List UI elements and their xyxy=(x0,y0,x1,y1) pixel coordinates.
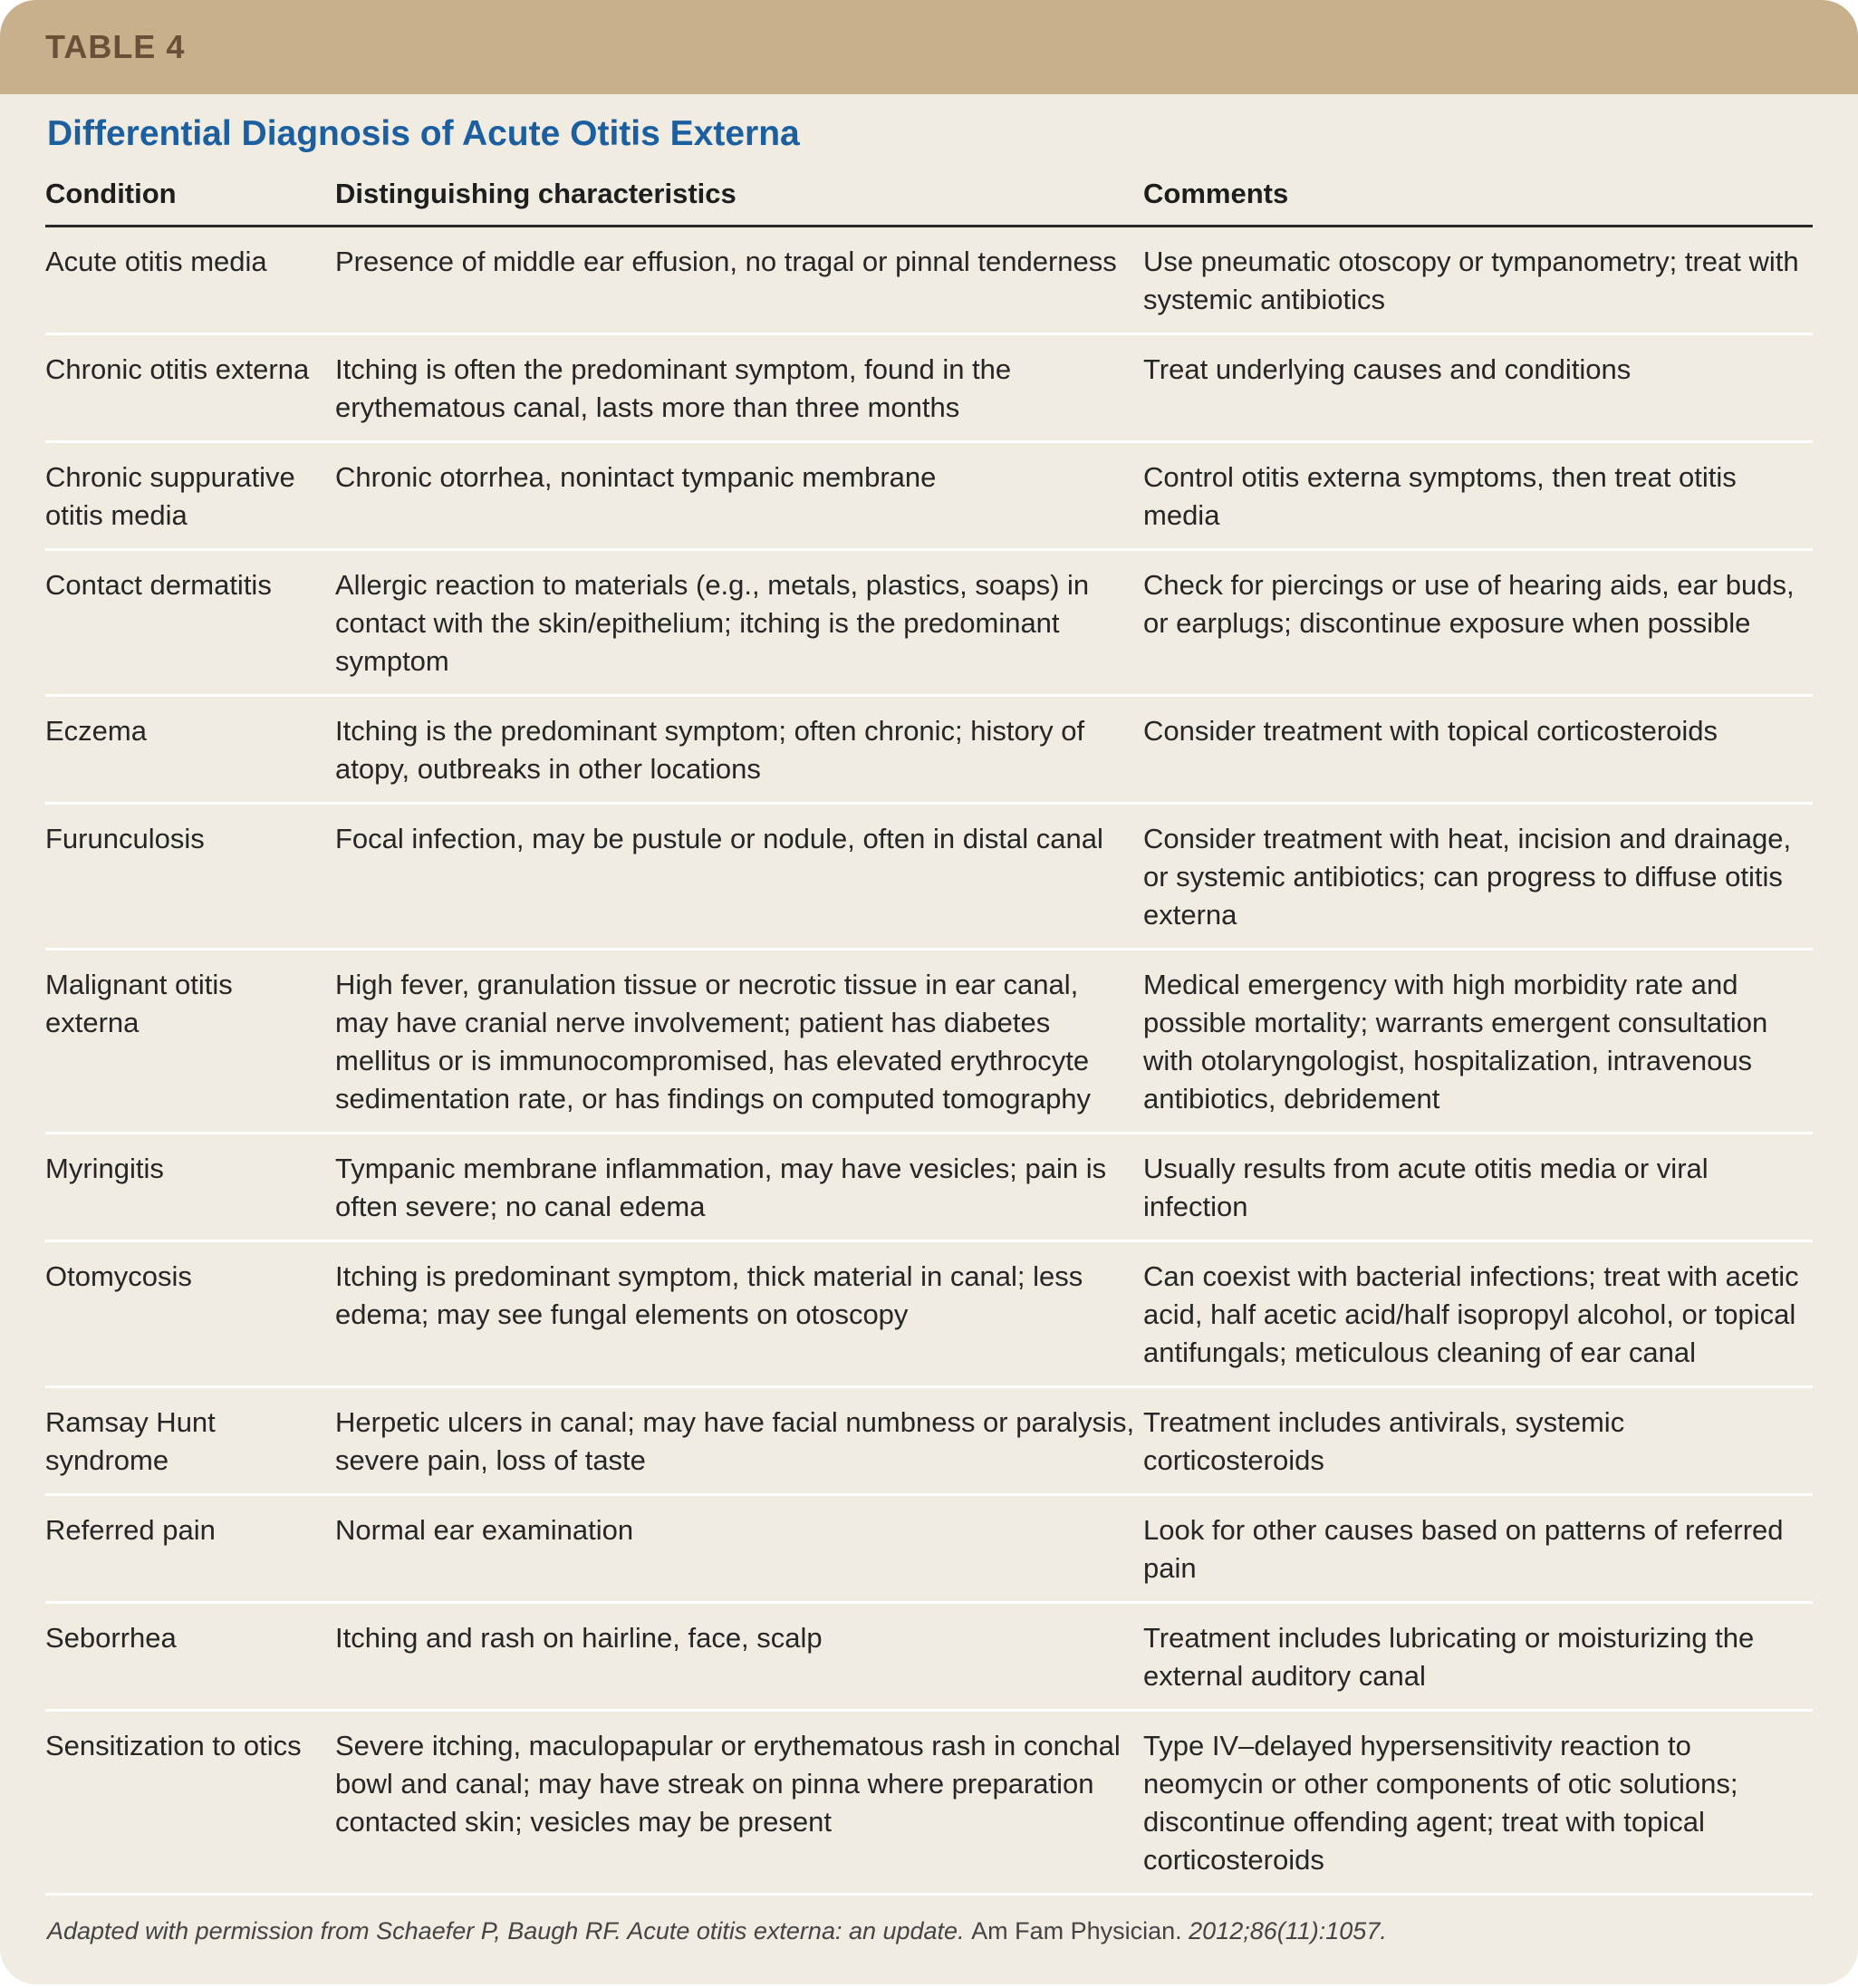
characteristics-cell: Itching and rash on hairline, face, scalp xyxy=(335,1603,1143,1711)
characteristics-cell: Herpetic ulcers in canal; may have facial numbness or paralysis, severe pain, loss of taste xyxy=(335,1387,1143,1495)
characteristics-cell: Allergic reaction to materials (e.g., metals, plastics, soaps) in contact with the skin/epithelium; itching is the predominant symptom xyxy=(335,550,1143,696)
source-citation-text: Adapted with permission from Schaefer P, Baugh RF. Acute otitis externa: an update. xyxy=(47,1917,972,1945)
header-row xyxy=(45,178,1813,227)
condition-cell: Myringitis xyxy=(45,1134,335,1241)
condition-cell: Otomycosis xyxy=(45,1241,335,1387)
comments-cell: Look for other causes based on patterns of referred pain xyxy=(1143,1495,1813,1603)
table-row xyxy=(45,1387,1813,1495)
comments-cell: Treatment includes lubricating or moisturizing the external auditory canal xyxy=(1143,1603,1813,1711)
comments-cell: Treatment includes antivirals, systemic corticosteroids xyxy=(1143,1387,1813,1495)
column-header-characteristics: Distinguishing characteristics xyxy=(335,178,1143,227)
comments-cell: Treat underlying causes and conditions xyxy=(1143,334,1813,442)
condition-cell: Referred pain xyxy=(45,1495,335,1603)
table-row xyxy=(45,227,1813,334)
table-row xyxy=(45,334,1813,442)
table-title: Differential Diagnosis of Acute Otitis Externa xyxy=(47,114,800,153)
characteristics-cell: Itching is predominant symptom, thick material in canal; less edema; may see fungal elements on otoscopy xyxy=(335,1241,1143,1387)
table-number: TABLE 4 xyxy=(45,28,186,65)
comments-cell: Type IV–delayed hypersensitivity reaction to neomycin or other components of otic solutions; discontinue offending agent; treat with topical corticosteroids xyxy=(1143,1711,1813,1895)
characteristics-cell: Presence of middle ear effusion, no tragal or pinnal tenderness xyxy=(335,227,1143,334)
comments-cell: Use pneumatic otoscopy or tympanometry; treat with systemic antibiotics xyxy=(1143,227,1813,334)
condition-cell: Seborrhea xyxy=(45,1603,335,1711)
condition-cell: Ramsay Hunt syndrome xyxy=(45,1387,335,1495)
column-header-comments: Comments xyxy=(1143,178,1813,227)
characteristics-cell: Itching is often the predominant symptom, found in the erythematous canal, lasts more than three months xyxy=(335,334,1143,442)
characteristics-cell: Chronic otorrhea, nonintact tympanic membrane xyxy=(335,442,1143,550)
diagnosis-table xyxy=(45,178,1813,1896)
table-row xyxy=(45,950,1813,1134)
comments-cell: Check for piercings or use of hearing aids, ear buds, or earplugs; discontinue exposure when possible xyxy=(1143,550,1813,696)
diagnosis-table-wrap xyxy=(45,178,1813,1896)
table-row xyxy=(45,442,1813,550)
comments-cell: Can coexist with bacterial infections; treat with acetic acid, half acetic acid/half isopropyl alcohol, or topical antifungals; meticulous cleaning of ear canal xyxy=(1143,1241,1813,1387)
condition-cell: Eczema xyxy=(45,696,335,804)
table-label-band xyxy=(0,0,1858,94)
characteristics-cell: High fever, granulation tissue or necrotic tissue in ear canal, may have cranial nerve involvement; patient has diabetes mellitus or is immunocompromised, has elevated erythrocyte sedimentation rate, or has findings on computed tomography xyxy=(335,950,1143,1134)
source-journal: Am Fam Physician. xyxy=(971,1917,1182,1945)
comments-cell: Control otitis externa symptoms, then treat otitis media xyxy=(1143,442,1813,550)
comments-cell: Usually results from acute otitis media or viral infection xyxy=(1143,1134,1813,1241)
column-header-condition: Condition xyxy=(45,178,335,227)
condition-cell: Malignant otitis externa xyxy=(45,950,335,1134)
table-row xyxy=(45,1241,1813,1387)
table-row xyxy=(45,804,1813,950)
condition-cell: Chronic suppurative otitis media xyxy=(45,442,335,550)
table-row xyxy=(45,550,1813,696)
characteristics-cell: Itching is the predominant symptom; often chronic; history of atopy, outbreaks in other locations xyxy=(335,696,1143,804)
characteristics-cell: Normal ear examination xyxy=(335,1495,1143,1603)
characteristics-cell: Tympanic membrane inflammation, may have vesicles; pain is often severe; no canal edema xyxy=(335,1134,1143,1241)
comments-cell: Consider treatment with heat, incision and drainage, or systemic antibiotics; can progress to diffuse otitis externa xyxy=(1143,804,1813,950)
table-row xyxy=(45,1495,1813,1603)
condition-cell: Furunculosis xyxy=(45,804,335,950)
table-row xyxy=(45,696,1813,804)
characteristics-cell: Focal infection, may be pustule or nodule, often in distal canal xyxy=(335,804,1143,950)
condition-cell: Sensitization to otics xyxy=(45,1711,335,1895)
condition-cell: Chronic otitis externa xyxy=(45,334,335,442)
table-row xyxy=(45,1134,1813,1241)
comments-cell: Medical emergency with high morbidity rate and possible mortality; warrants emergent consultation with otolaryngologist, hospitalization, intravenous antibiotics, debridement xyxy=(1143,950,1813,1134)
table-row xyxy=(45,1711,1813,1895)
condition-cell: Acute otitis media xyxy=(45,227,335,334)
comments-cell: Consider treatment with topical corticosteroids xyxy=(1143,696,1813,804)
characteristics-cell: Severe itching, maculopapular or erythematous rash in conchal bowl and canal; may have streak on pinna where preparation contacted skin; vesicles may be present xyxy=(335,1711,1143,1895)
condition-cell: Contact dermatitis xyxy=(45,550,335,696)
table-row xyxy=(45,1603,1813,1711)
source-citation xyxy=(47,1917,1387,1945)
source-citation-year: 2012;86(11):1057. xyxy=(1181,1917,1387,1945)
